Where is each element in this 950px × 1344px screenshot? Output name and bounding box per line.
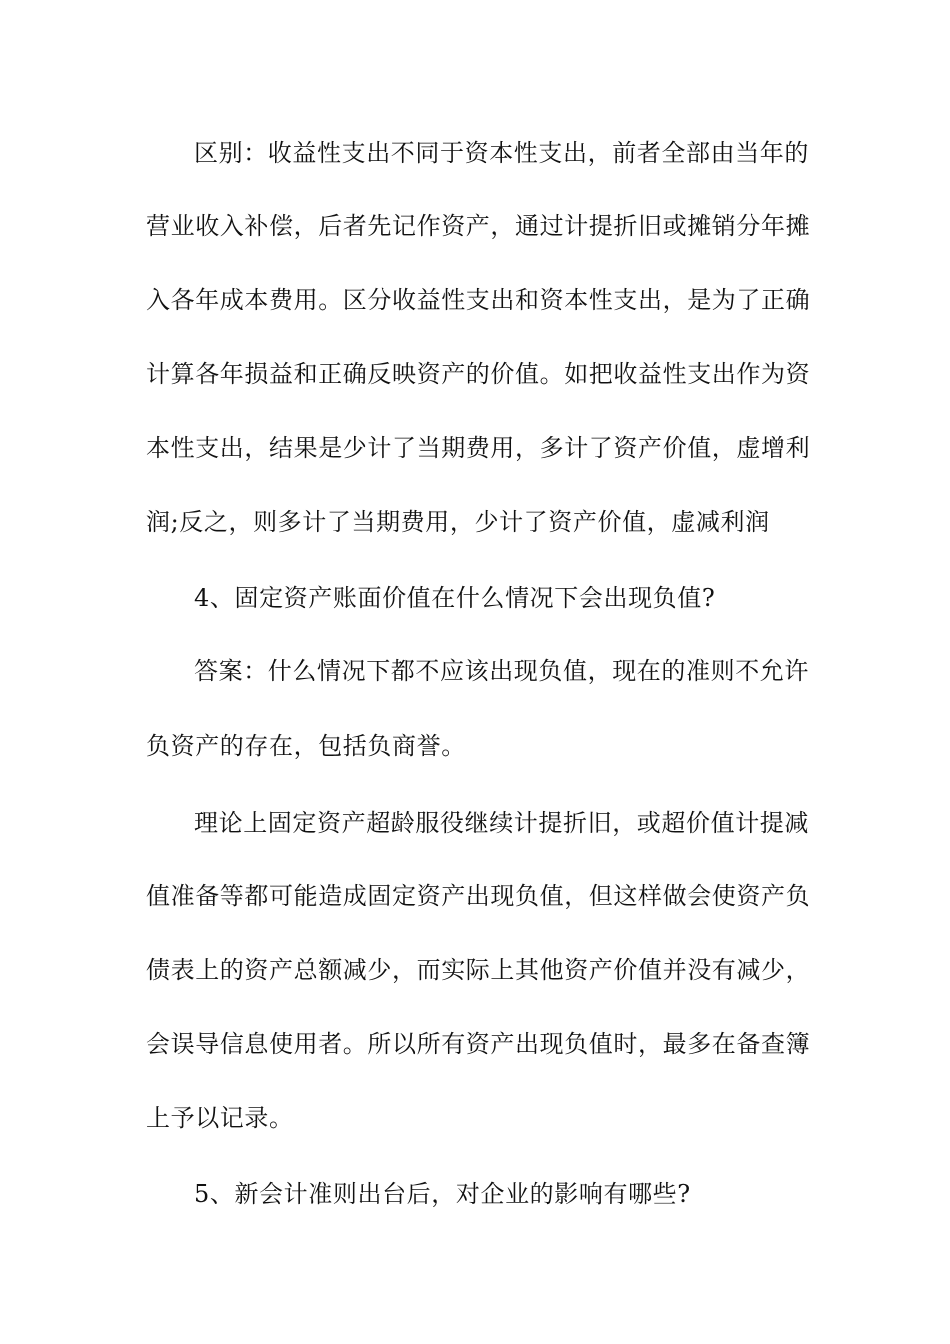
paragraph-line: 上予以记录。	[146, 1104, 294, 1132]
paragraph-line: 润;反之，则多计了当期费用，少计了资产价值，虚减利润	[146, 508, 770, 536]
paragraph-line: 计算各年损益和正确反映资产的价值。如把收益性支出作为资	[146, 360, 811, 388]
paragraph-line: 债表上的资产总额减少，而实际上其他资产价值并没有减少，	[146, 956, 811, 984]
paragraph-line: 负资产的存在，包括负商誉。	[146, 732, 466, 760]
paragraph-line: 理论上固定资产超龄服役继续计提折旧，或超价值计提减	[194, 809, 809, 837]
question-heading: 5、新会计准则出台后，对企业的影响有哪些?	[194, 1180, 691, 1208]
paragraph-line: 值准备等都可能造成固定资产出现负值，但这样做会使资产负	[146, 882, 811, 910]
paragraph-line: 营业收入补偿，后者先记作资产，通过计提折旧或摊销分年摊	[146, 212, 811, 240]
paragraph-line: 区别：收益性支出不同于资本性支出，前者全部由当年的	[194, 139, 809, 167]
paragraph-line: 本性支出，结果是少计了当期费用，多计了资产价值，虚增利	[146, 434, 811, 462]
question-heading: 4、固定资产账面价值在什么情况下会出现负值?	[194, 584, 716, 612]
paragraph-line: 答案：什么情况下都不应该出现负值，现在的准则不允许	[194, 657, 809, 685]
paragraph-line: 会误导信息使用者。所以所有资产出现负值时，最多在备查簿	[146, 1030, 811, 1058]
paragraph-line: 入各年成本费用。区分收益性支出和资本性支出，是为了正确	[146, 286, 811, 314]
